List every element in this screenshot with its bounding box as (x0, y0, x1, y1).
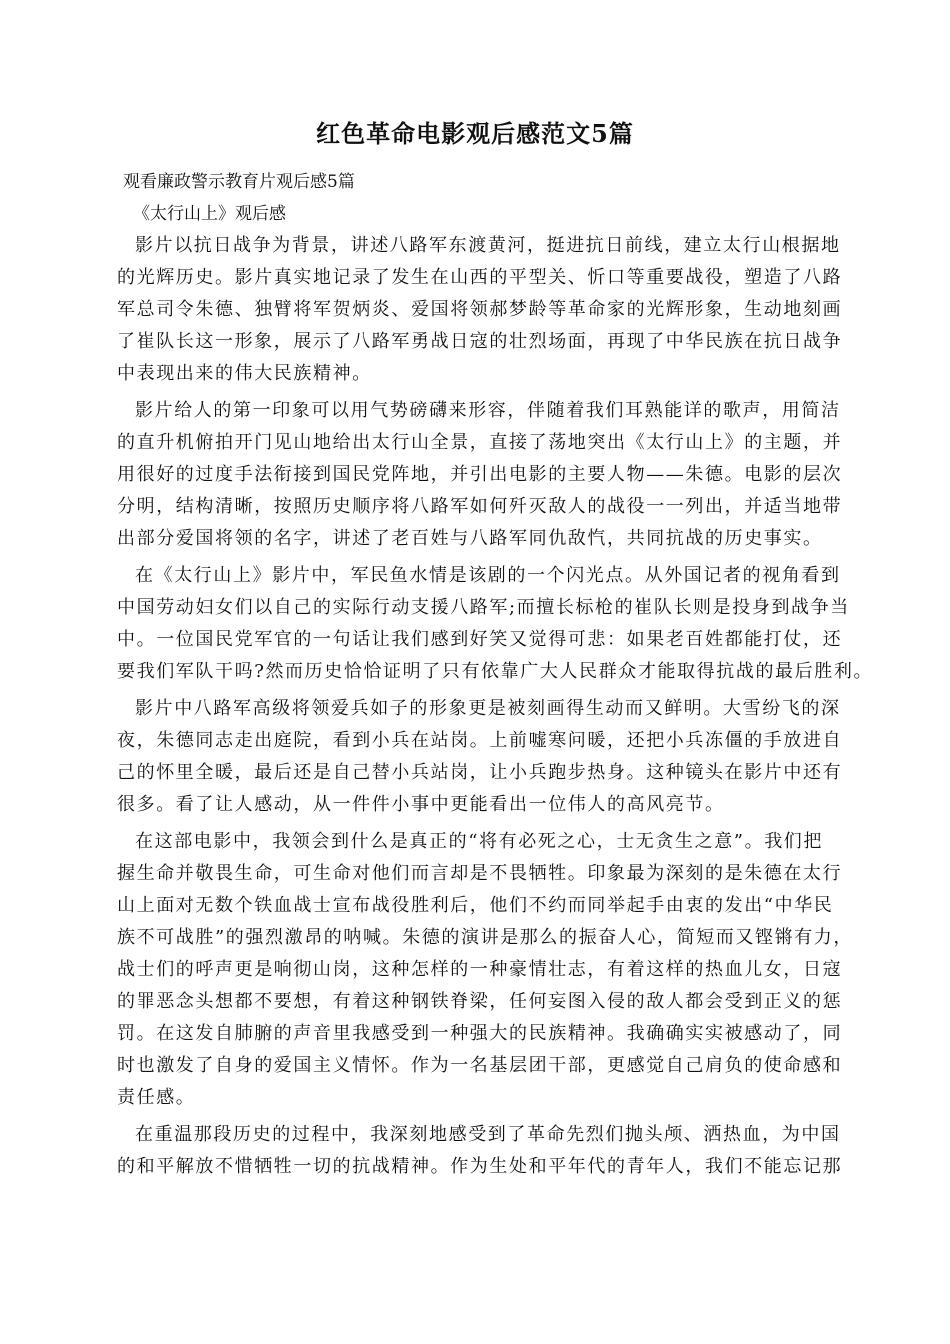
paragraph-line: 时也激发了自身的爱国主义情怀。作为一名基层团干部，更感觉自己肩负的使命感和 (117, 1055, 843, 1076)
section-heading: 《太行山上》观后感 (133, 204, 286, 224)
paragraph-line: 了崔队长这一形象，展示了八路军勇战日寇的壮烈场面，再现了中华民族在抗日战争 (117, 331, 843, 352)
paragraph-line: 分明，结构清晰，按照历史顺序将八路军如何歼灭敌人的战役一一列出，并适当地带 (117, 496, 843, 517)
paragraph-line: 用很好的过度手法衔接到国民党阵地，并引出电影的主要人物——朱德。电影的层次 (117, 464, 843, 485)
paragraph (117, 395, 843, 555)
paragraph (117, 826, 853, 1114)
subtitle: 观看廉政警示教育片观后感5篇 (123, 172, 355, 192)
paragraph-line: 中国劳动妇女们以自己的实际行动支援八路军;而擅长标枪的崔队长则是投身到战争当 (117, 597, 850, 618)
paragraph-line: 战士们的呼声更是响彻山岗，这种怎样的一种豪情壮志，有着这样的热血儿女，日寇 (117, 959, 843, 980)
paragraph-line: 己的怀里全暖，最后还是自己替小兵站岗，让小兵跑步热身。这种镜头在影片中还有 (117, 762, 843, 783)
paragraph-line: 的罪恶念头想都不要想，有着这种钢铁脊梁，任何妄图入侵的敌人都会受到正义的惩 (117, 991, 843, 1012)
paragraph-line: 中。一位国民党军官的一句话让我们感到好笑又觉得可悲：如果老百姓都能打仗，还 (117, 629, 843, 650)
paragraph-line: 影片中八路军高级将领爱兵如子的形象更是被刻画得生动而又鲜明。大雪纷飞的深 (135, 698, 841, 719)
paragraph-line: 的光辉历史。影片真实地记录了发生在山西的平型关、忻口等重要战役，塑造了八路 (117, 267, 843, 288)
document-body (117, 166, 874, 1183)
paragraph (117, 693, 843, 821)
paragraph-line: 在这部电影中，我领会到什么是真正的“将有必死之心，士无贪生之意”。我们把 (135, 831, 824, 852)
paragraph-line: 罚。在这发自肺腑的声音里我感受到一种强大的民族精神。我确确实实被感动了，同 (117, 1023, 843, 1044)
paragraph-line: 夜，朱德同志走出庭院，看到小兵在站岗。上前嘘寒问暖，还把小兵冻僵的手放进自 (117, 730, 843, 751)
paragraph-line: 族不可战胜”的强烈激昂的呐喊。朱德的演讲是那么的振奋人心，简短而又铿锵有力， (117, 927, 853, 948)
paragraph-line: 责任感。 (117, 1087, 196, 1108)
paragraph-line: 出部分爱国将领的名字，讲述了老百姓与八路军同仇敌忾，共同抗战的历史事实。 (117, 528, 823, 549)
paragraph-line: 握生命并敬畏生命，可生命对他们而言却是不畏牺牲。印象最为深刻的是朱德在太行 (117, 863, 843, 884)
paragraph-line: 影片给人的第一印象可以用气势磅礴来形容，伴随着我们耳熟能详的歌声，用简洁 (135, 400, 841, 421)
paragraph-line: 中表现出来的伟大民族精神。 (117, 363, 372, 384)
document-title: 红色革命电影观后感范文5篇 (316, 119, 634, 148)
paragraph-line: 要我们军队干吗?然而历史恰恰证明了只有依靠广大人民群众才能取得抗战的最后胜利。 (117, 661, 874, 682)
paragraphs (117, 230, 874, 1183)
paragraph-line: 在《太行山上》影片中，军民鱼水情是该剧的一个闪光点。从外国记者的视角看到 (135, 565, 841, 586)
paragraph (117, 230, 843, 390)
paragraph (117, 560, 874, 688)
paragraph-line: 影片以抗日战争为背景，讲述八路军东渡黄河，挺进抗日前线，建立太行山根据地 (135, 235, 841, 256)
paragraph-line: 在重温那段历史的过程中，我深刻地感受到了革命先烈们抛头颅、洒热血，为中国 (135, 1124, 841, 1145)
paragraph (117, 1119, 843, 1183)
paragraph-line: 的和平解放不惜牺牲一切的抗战精神。作为生处和平年代的青年人，我们不能忘记那 (117, 1156, 843, 1177)
paragraph-line: 军总司令朱德、独臂将军贺炳炎、爱国将领郝梦龄等革命家的光辉形象，生动地刻画 (117, 299, 843, 320)
paragraph-line: 很多。看了让人感动，从一件件小事中更能看出一位伟人的高风亮节。 (117, 794, 725, 815)
paragraph-line: 的直升机俯拍开门见山地给出太行山全景，直接了荡地突出《太行山上》的主题，并 (117, 432, 843, 453)
paragraph-line: 山上面对无数个铁血战士宣布战役胜利后，他们不约而同举起手由衷的发出“中华民 (117, 895, 834, 916)
